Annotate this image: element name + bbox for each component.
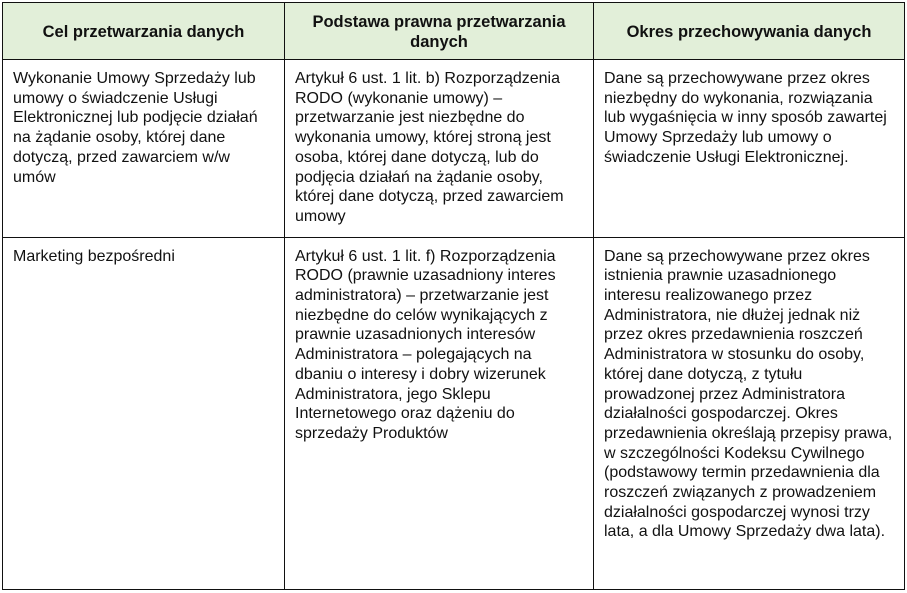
- cell-legal-basis: Artykuł 6 ust. 1 lit. f) Rozporządzenia RODO (prawnie uzasadniony interes administratora) – przetwarzanie jest niezbędne do celów wynikających z prawnie uzasadnionych interesów Administratora – polegających na dbaniu o interesy i dobry wizerunek Administratora, jego Sklepu Internetowego oraz dążeniu do sprzedaży Produktów: [285, 237, 594, 589]
- table-header-row: [3, 3, 905, 60]
- cell-retention-period: Dane są przechowywane przez okres niezbędny do wykonania, rozwiązania lub wygaśnięcia w inny sposób zawartej Umowy Sprzedaży lub umowy o świadczenie Usługi Elektronicznej.: [594, 60, 905, 238]
- cell-purpose: Marketing bezpośredni: [3, 237, 285, 589]
- table-row: [3, 60, 905, 238]
- cell-purpose: Wykonanie Umowy Sprzedaży lub umowy o świadczenie Usługi Elektronicznej lub podjęcie działań na żądanie osoby, której dane dotyczą, przed zawarciem w/w umów: [3, 60, 285, 238]
- header-retention-period: Okres przechowywania danych: [594, 3, 905, 60]
- data-processing-table: [2, 2, 905, 590]
- cell-retention-period: Dane są przechowywane przez okres istnienia prawnie uzasadnionego interesu realizowanego przez Administratora, nie dłużej jednak niż przez okres przedawnienia roszczeń Administratora w stosunku do osoby, której dane dotyczą, z tytułu prowadzonej przez Administratora działalności gospodarczej. Okres przedawnienia określają przepisy prawa, w szczególności Kodeksu Cywilnego (podstawowy termin przedawnienia dla roszczeń związanych z prowadzeniem działalności gospodarczej wynosi trzy lata, a dla Umowy Sprzedaży dwa lata).: [594, 237, 905, 589]
- cell-legal-basis: Artykuł 6 ust. 1 lit. b) Rozporządzenia RODO (wykonanie umowy) – przetwarzanie jest niezbędne do wykonania umowy, której stroną jest osoba, której dane dotyczą, lub do podjęcia działań na żądanie osoby, której dane dotyczą, przed zawarciem umowy: [285, 60, 594, 238]
- table-row: [3, 237, 905, 589]
- header-purpose: Cel przetwarzania danych: [3, 3, 285, 60]
- header-legal-basis: Podstawa prawna przetwarzania danych: [285, 3, 594, 60]
